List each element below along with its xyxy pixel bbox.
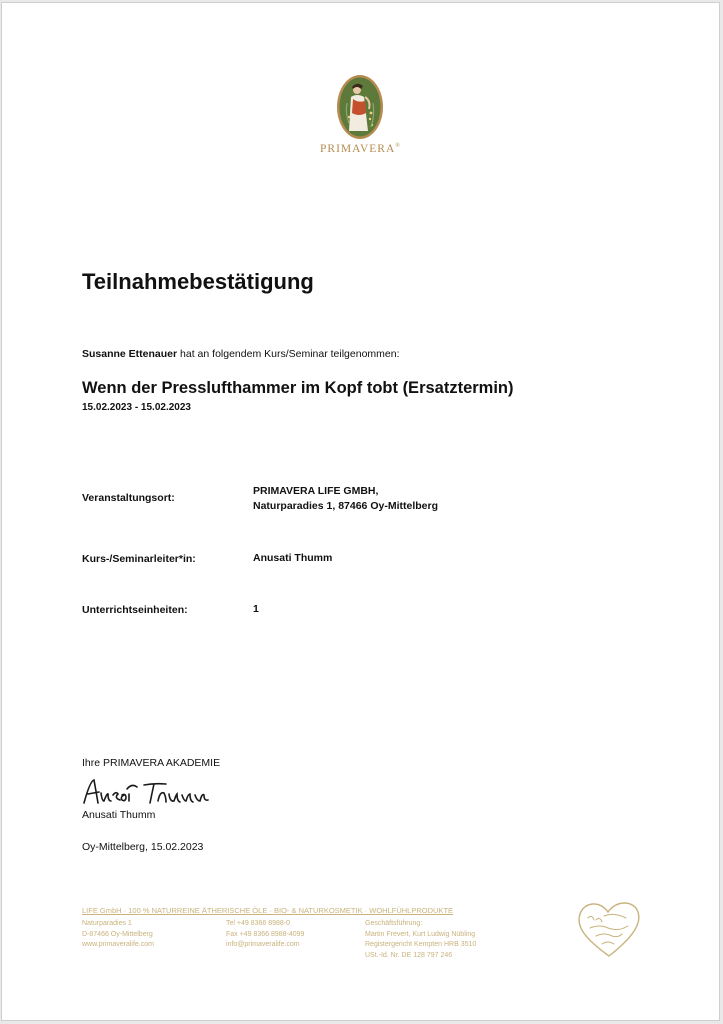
course-title: Wenn der Presslufthammer im Kopf tobt (Ersatztermin) bbox=[82, 379, 514, 397]
units-label: Unterrichtseinheiten: bbox=[82, 604, 188, 616]
page-title: Teilnahmebestätigung bbox=[82, 269, 314, 294]
intro-text: hat an folgendem Kurs/Seminar teilgenommen: bbox=[177, 348, 400, 360]
certificate-page bbox=[1, 2, 720, 1021]
footer-tagline: LIFE GmbH · 100 % NATURREINE ÄTHERISCHE ÖLE · BIO- & NATURKOSMETIK · WOHLFÜHLPRODUKTE bbox=[82, 906, 454, 915]
signer-name: Anusati Thumm bbox=[82, 809, 156, 821]
primavera-logo bbox=[320, 73, 400, 155]
heart-emblem bbox=[574, 896, 644, 967]
place-date: Oy-Mittelberg, 15.02.2023 bbox=[82, 841, 204, 853]
email-link[interactable]: info@primaveralife.com bbox=[226, 941, 300, 948]
course-dates: 15.02.2023 - 15.02.2023 bbox=[82, 402, 191, 413]
heart-icon bbox=[574, 896, 644, 962]
closing-greeting: Ihre PRIMAVERA AKADEMIE bbox=[82, 757, 221, 769]
brand-name: PRIMAVERA® bbox=[320, 143, 401, 155]
venue-value bbox=[253, 484, 438, 514]
leader-label: Kurs-/Seminarleiter*in: bbox=[82, 553, 196, 565]
footer-address: Naturparadies 1 D-87466 Oy-Mittelberg www.primaveralife.com bbox=[82, 919, 154, 951]
units-value: 1 bbox=[253, 603, 259, 615]
venue-line-2: Naturparadies 1, 87466 Oy-Mittelberg bbox=[253, 500, 438, 512]
website-link[interactable]: www.primaveralife.com bbox=[82, 941, 154, 948]
leader-value: Anusati Thumm bbox=[253, 552, 333, 564]
venue-line-1: PRIMAVERA LIFE GMBH, bbox=[253, 485, 379, 497]
logo-emblem-icon bbox=[335, 73, 385, 141]
signature-icon bbox=[82, 777, 222, 809]
venue-label: Veranstaltungsort: bbox=[82, 492, 175, 504]
footer-management: Geschäftsführung: Martin Frevert, Kurt Ludwig Nübling Registergericht Kempten HRB 3510 USt.-Id. Nr. DE 128 797 246 bbox=[365, 920, 477, 959]
participant-name: Susanne Ettenauer bbox=[82, 348, 178, 360]
footer-contact: Tel +49 8366 8988-0 Fax +49 8366 8988-4099 info@primaveralife.com bbox=[226, 919, 304, 951]
participant-statement bbox=[82, 348, 400, 360]
